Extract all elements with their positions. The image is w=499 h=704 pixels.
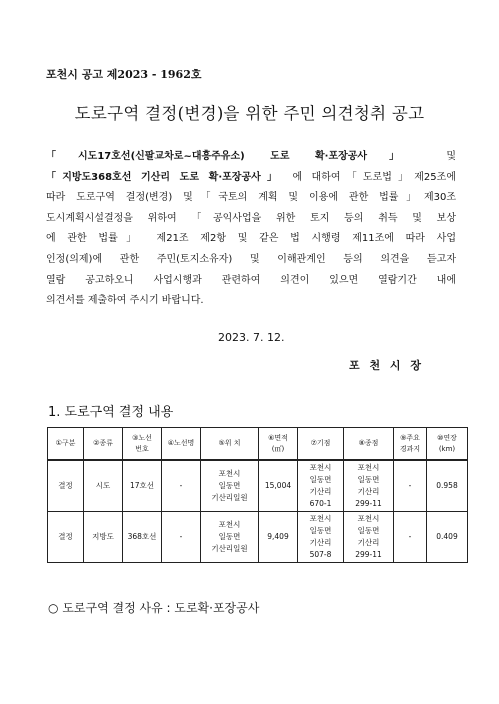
body-line-8: 의견서를 제출하여 주시기 바랍니다. (46, 295, 204, 307)
body-line-1 (46, 147, 456, 168)
cell-end: 포천시 일동면 기산리 299-11 (344, 512, 394, 563)
header-start: ⑦기점 (298, 428, 344, 461)
cell-end: 포천시 일동면 기산리 299-11 (344, 460, 394, 512)
cell-length: 0.958 (427, 460, 468, 512)
header-route-name: ④노선명 (162, 428, 201, 461)
header-area: ⑥면적 (㎡) (259, 428, 298, 461)
body-line-2 (46, 168, 456, 189)
header-category: ①구분 (48, 428, 84, 461)
cell-category: 결정 (48, 460, 84, 512)
road-zone-table (47, 427, 468, 563)
cell-route-name: - (162, 512, 201, 563)
cell-type: 시도 (84, 460, 123, 512)
body-and: 및 (446, 151, 456, 162)
reason-text: 도로구역 결정 사유 : 도로확·포장공사 (62, 601, 260, 615)
cell-via: - (394, 512, 427, 563)
notice-number: 포천시 공고 제2023 - 1962호 (46, 68, 202, 81)
header-length: ⑩연장 (km) (427, 428, 468, 461)
signer: 포 천 시 장 (349, 359, 424, 372)
cell-area: 9,409 (259, 512, 298, 563)
table-row (48, 460, 468, 512)
table-header-row (48, 428, 468, 461)
body-line-4: 도시계획시설결정을 위하여 「공익사업을 위한 토지 등의 취득 및 보상 (46, 212, 456, 224)
cell-start: 포천시 일동면 기산리 670-1 (298, 460, 344, 512)
cell-route-name: - (162, 460, 201, 512)
cell-category: 결정 (48, 512, 84, 563)
project-name-1: 「시도17호선(신팔교차로~대흥주유소) 도로 확·포장공사」 (46, 151, 422, 162)
cell-route-no: 368호선 (123, 512, 162, 563)
cell-start: 포천시 일동면 기산리 507-8 (298, 512, 344, 563)
body-line-7: 열람 공고하오니 사업시행과 관련하여 의견이 있으면 열람기간 내에 (46, 274, 456, 286)
body-line-2-rest: 에 대하여「도로법」제25조에 (292, 171, 456, 183)
decision-reason (48, 599, 259, 616)
section-title: 1. 도로구역 결정 내용 (48, 405, 174, 420)
notice-body (46, 147, 456, 312)
body-line-5: 에 관한 법률」 제21조 제2항 및 같은 법 시행령 제11조에 따라 사업 (46, 233, 456, 245)
header-location: ⑤위 치 (201, 428, 259, 461)
cell-area: 15,004 (259, 460, 298, 512)
notice-date: 2023. 7. 12. (218, 331, 285, 344)
cell-route-no: 17호선 (123, 460, 162, 512)
body-line-3: 따라 도로구역 결정(변경) 및「국토의 계획 및 이용에 관한 법률」제30조 (46, 192, 456, 204)
header-route-no: ③노선 번호 (123, 428, 162, 461)
project-name-2: 「지방도368호선 기산리 도로 확·포장공사」 (46, 171, 284, 183)
document-title: 도로구역 결정(변경)을 위한 주민 의견청취 공고 (74, 104, 425, 123)
bullet-circle-icon: ○ (48, 601, 59, 615)
cell-via: - (394, 460, 427, 512)
body-line-6: 인정(의제)에 관한 주민(토지소유자) 및 이해관계인 등의 의견을 듣고자 (46, 253, 456, 265)
cell-length: 0.409 (427, 512, 468, 563)
header-end: ⑧종점 (344, 428, 394, 461)
cell-location: 포천시 일동면 기산리일원 (201, 460, 259, 512)
cell-type: 지방도 (84, 512, 123, 563)
header-type: ②종류 (84, 428, 123, 461)
header-via: ⑨주요 경과지 (394, 428, 427, 461)
table-row (48, 512, 468, 563)
cell-location: 포천시 일동면 기산리일원 (201, 512, 259, 563)
